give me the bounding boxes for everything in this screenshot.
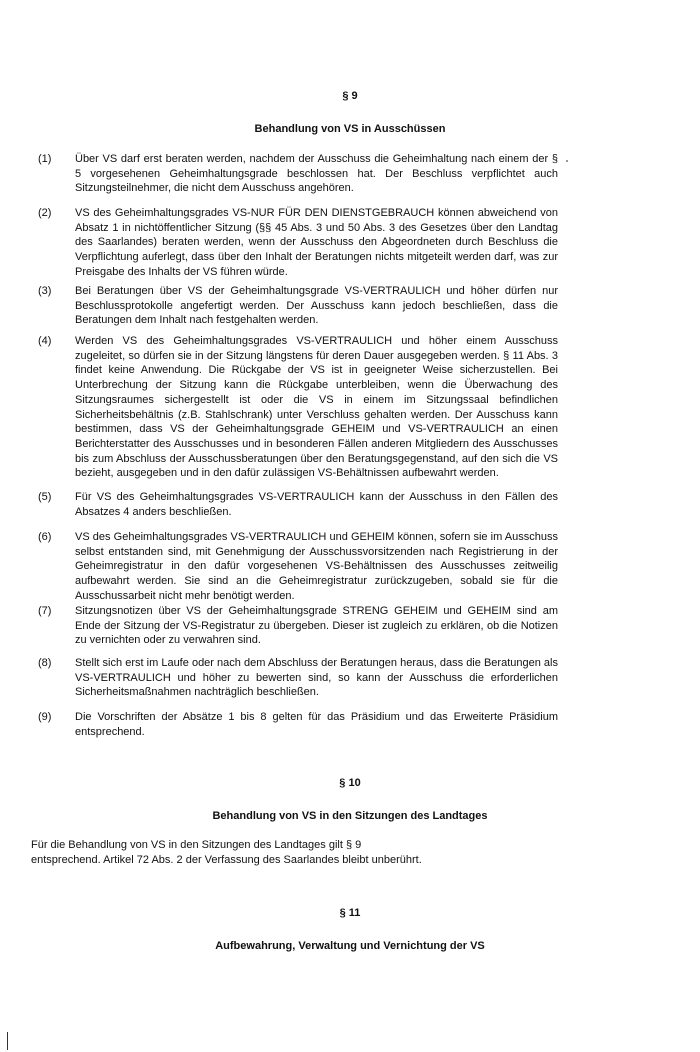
paragraph-text: Sitzungsnotizen über VS der Geheimhaltungsgrade STRENG GEHEIM und GEHEIM sind am Ende der Sitzung der VS-Registratur zu übergeben. Dieser ist zugleich zu erklären, ob die Notizen zu vernichten oder zu verwahren sind. xyxy=(75,605,558,647)
scan-edge-mark xyxy=(7,1032,8,1050)
section-10-heading: § 10 xyxy=(339,777,361,789)
section-10-body xyxy=(31,838,511,868)
section-9-title: Behandlung von VS in Ausschüssen xyxy=(254,123,446,135)
paragraph-number: (5) xyxy=(38,491,52,503)
section-11-heading: § 11 xyxy=(339,907,361,919)
paragraph-text: Bei Beratungen über VS der Geheimhaltungsgrade VS-VERTRAULICH und höher dürfen nur Beschlussprotokolle angefertigt werden. Der Ausschuss kann jedoch beschließen, dass die Beratungen dem Inhalt nach festgehalten werden. xyxy=(75,285,558,327)
paragraph-text: Für VS des Geheimhaltungsgrades VS-VERTRAULICH kann der Ausschuss in den Fällen des Absatzes 4 anders beschließen. xyxy=(75,491,558,518)
paragraph-number: (3) xyxy=(38,285,52,297)
paragraph-6 xyxy=(38,530,558,604)
paragraph-number: (2) xyxy=(38,207,52,219)
paragraph-text: VS des Geheimhaltungsgrades VS-VERTRAULICH und GEHEIM können, sofern sie im Ausschuss selbst entstanden sind, mit Genehmigung der Ausschussvorsitzenden nach Registrierung in der Geheimregistratur in den dafür vorgesehenen VS-Behältnissen des Ausschusses zeitweilig aufbewahrt werden. Sie sind an die Geheimregistratur zurückzugeben, sobald sie für die Ausschussarbeit nicht mehr benötigt werden. xyxy=(75,531,558,602)
paragraph-number: (4) xyxy=(38,335,52,347)
paragraph-text: Über VS darf erst beraten werden, nachdem der Ausschuss die Geheimhaltung nach einem der § 5 vorgesehenen Geheimhaltungsgrade beschlossen hat. Der Beschluss verpflichtet auch Sitzungsteilnehmer, die nicht dem Ausschuss angehören. xyxy=(75,153,558,195)
paragraph-text: Die Vorschriften der Absätze 1 bis 8 gelten für das Präsidium und das Erweiterte Präsidium entsprechend. xyxy=(75,711,558,738)
paragraph-7 xyxy=(38,604,558,648)
section-10-title: Behandlung von VS in den Sitzungen des Landtages xyxy=(212,810,488,822)
paragraph-8 xyxy=(38,656,558,700)
scan-speck xyxy=(566,160,568,162)
paragraph-4 xyxy=(38,334,558,481)
paragraph-5 xyxy=(38,490,558,519)
paragraph-2 xyxy=(38,206,558,280)
paragraph-text: Werden VS des Geheimhaltungsgrades VS-VERTRAULICH und höher einem Ausschuss zugeleitet, so dürfen sie in der Sitzung längstens für deren Dauer ausgegeben werden. § 11 Abs. 3 findet keine Anwendung. Die Rückgabe der VS ist in geeigneter Weise sicherzustellen. Bei Unterbrechung der Sitzung kann die Rückgabe unterbleiben, wenn die Überwachung des Sitzungsraumes sichergestellt ist oder die VS in einem im Sitzungssaal befindlichen Sicherheitsbehältnis (z.B. Stahlschrank) unter Verschluss gehalten werden. Der Ausschuss kann bestimmen, dass VS der Geheimhaltungsgrade GEHEIM und VS-VERTRAULICH an einen Berichterstatter des Ausschusses und in besonderen Fällen anderen Mitgliedern des Ausschusses bis zum Abschluss der Ausschussberatungen über den Beratungsgegenstand, auf den sich die VS bezieht, ausgegeben und in den dafür zulässigen VS-Behältnissen aufbewahrt werden. xyxy=(75,335,558,480)
paragraph-number: (6) xyxy=(38,531,52,543)
section-10-body-line-1: Für die Behandlung von VS in den Sitzungen des Landtages gilt § 9 xyxy=(31,839,362,851)
section-9-heading: § 9 xyxy=(342,90,358,102)
paragraph-9 xyxy=(38,710,558,739)
section-11-title: Aufbewahrung, Verwaltung und Vernichtung der VS xyxy=(215,940,485,952)
paragraph-text: VS des Geheimhaltungsgrades VS-NUR FÜR DEN DIENSTGEBRAUCH können abweichend von Absatz 1 in nichtöffentlicher Sitzung (§§ 45 Abs. 3 und 50 Abs. 3 des Gesetzes über den Landtag des Saarlandes) beraten werden, wenn der Ausschuss den Abgeordneten durch Beschluss die Verpflichtung auferlegt, dass über den Inhalt der Beratungen nichts mitgeteilt werden darf, was zur Preisgabe des Inhalts der VS führen würde. xyxy=(75,207,558,278)
paragraph-1 xyxy=(38,152,558,196)
paragraph-3 xyxy=(38,284,558,328)
paragraph-number: (1) xyxy=(38,153,52,165)
paragraph-number: (7) xyxy=(38,605,52,617)
paragraph-number: (9) xyxy=(38,711,52,723)
paragraph-text: Stellt sich erst im Laufe oder nach dem Abschluss der Beratungen heraus, dass die Beratungen als VS-VERTRAULICH und höher zu bewerten sind, so kann der Ausschuss die erforderlichen Sicherheitsmaßnahmen nachträglich beschließen. xyxy=(75,657,558,699)
section-10-body-line-2: entsprechend. Artikel 72 Abs. 2 der Verfassung des Saarlandes bleibt unberührt. xyxy=(31,854,422,866)
paragraph-number: (8) xyxy=(38,657,52,669)
